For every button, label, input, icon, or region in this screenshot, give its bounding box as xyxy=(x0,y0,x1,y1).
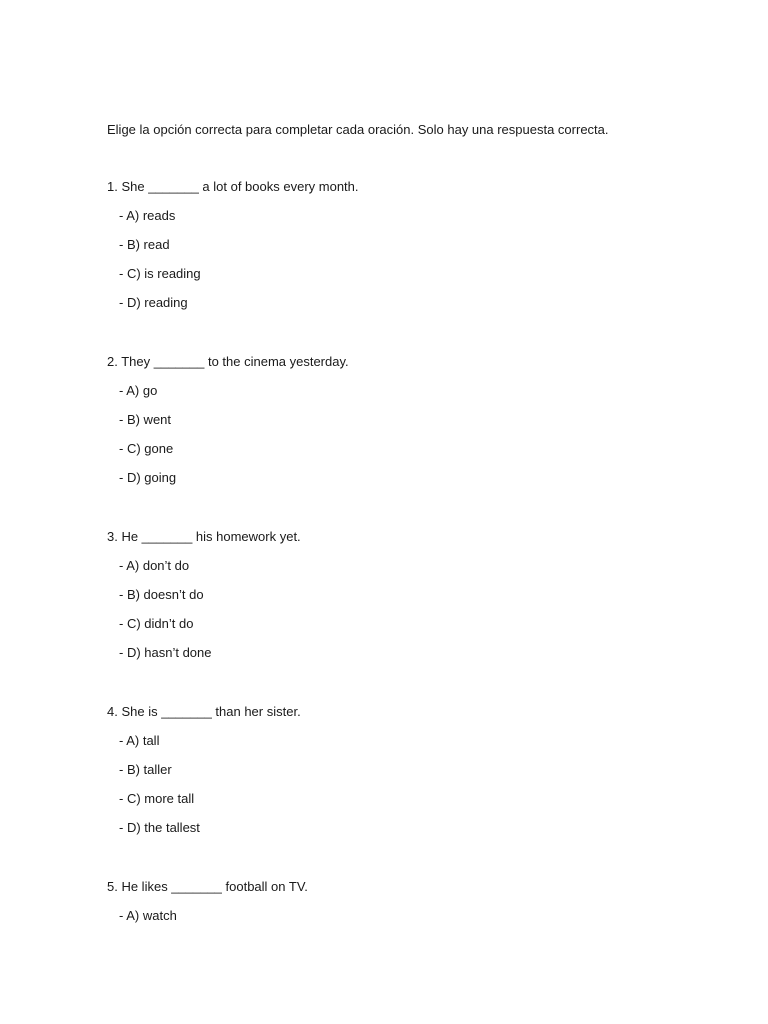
options-list xyxy=(107,907,707,936)
document-page xyxy=(107,121,707,936)
instructions-text: Elige la opción correcta para completar cada oración. Solo hay una respuesta correcta. xyxy=(107,122,609,137)
option-c: - C) didn’t do xyxy=(119,616,194,631)
option-a: - A) tall xyxy=(119,733,160,748)
question-5 xyxy=(107,878,707,936)
option-c: - C) is reading xyxy=(119,266,201,281)
question-stem: 1. She _______ a lot of books every month. xyxy=(107,179,359,194)
question-1 xyxy=(107,178,707,323)
option-b: - B) taller xyxy=(119,762,172,777)
question-2 xyxy=(107,353,707,498)
option-c: - C) more tall xyxy=(119,791,195,806)
option-b: - B) doesn’t do xyxy=(119,587,204,602)
option-d: - D) going xyxy=(119,470,177,485)
options-list xyxy=(107,732,707,848)
option-d: - D) the tallest xyxy=(119,820,200,835)
option-a: - A) reads xyxy=(119,208,176,223)
option-b: - B) read xyxy=(119,237,170,252)
question-4 xyxy=(107,703,707,848)
options-list xyxy=(107,382,707,498)
question-stem: 3. He _______ his homework yet. xyxy=(107,529,301,544)
option-d: - D) hasn’t done xyxy=(119,645,212,660)
option-c: - C) gone xyxy=(119,441,174,456)
question-stem: 4. She is _______ than her sister. xyxy=(107,704,301,719)
option-b: - B) went xyxy=(119,412,172,427)
options-list xyxy=(107,207,707,323)
option-a: - A) watch xyxy=(119,908,177,923)
option-a: - A) go xyxy=(119,383,158,398)
question-stem: 5. He likes _______ football on TV. xyxy=(107,879,308,894)
option-a: - A) don’t do xyxy=(119,558,190,573)
options-list xyxy=(107,557,707,673)
question-stem: 2. They _______ to the cinema yesterday. xyxy=(107,354,349,369)
question-3 xyxy=(107,528,707,673)
option-d: - D) reading xyxy=(119,295,188,310)
